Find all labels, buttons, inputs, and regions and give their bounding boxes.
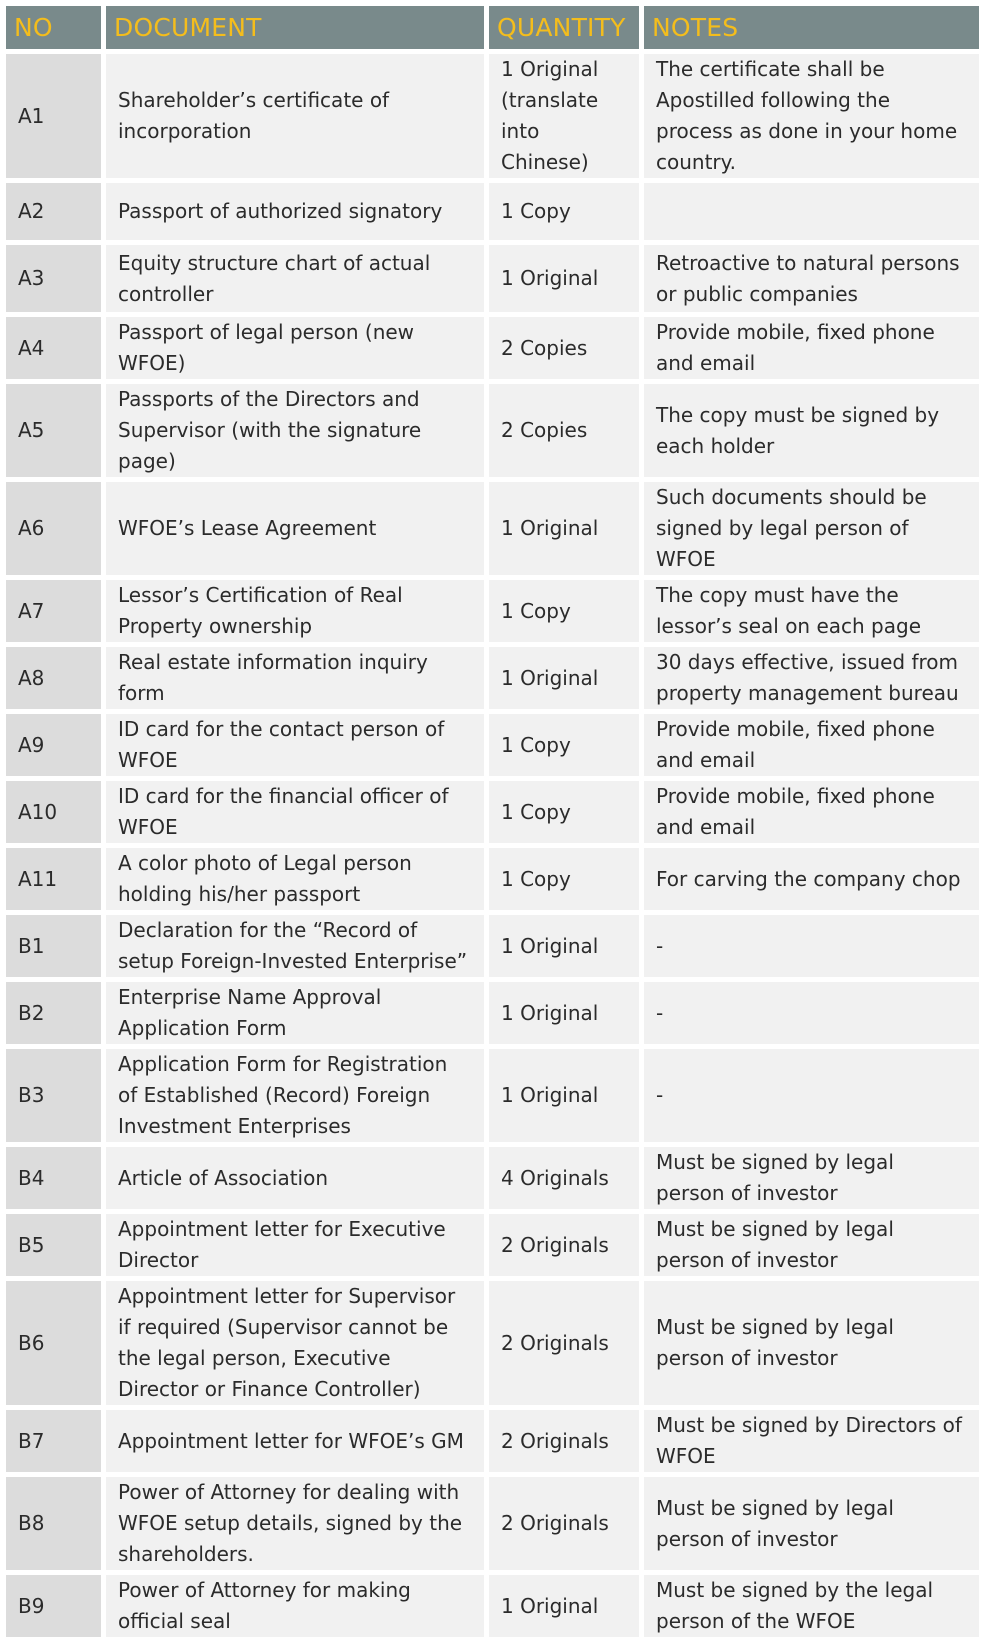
row-document: Article of Association bbox=[106, 1147, 484, 1209]
row-quantity: 1 Original bbox=[489, 647, 639, 709]
row-notes: Must be signed by Directors of WFOE bbox=[644, 1410, 979, 1472]
table-row bbox=[6, 781, 979, 843]
row-number: B6 bbox=[6, 1281, 101, 1405]
row-quantity: 2 Originals bbox=[489, 1410, 639, 1472]
table-row bbox=[6, 54, 979, 178]
checklist-table bbox=[1, 1, 983, 1642]
header-row bbox=[6, 6, 979, 49]
table-row bbox=[6, 1575, 979, 1637]
row-number: A8 bbox=[6, 647, 101, 709]
row-notes: - bbox=[644, 1049, 979, 1142]
row-document: Appointment letter for Executive Director bbox=[106, 1214, 484, 1276]
row-document: Power of Attorney for dealing with WFOE setup details, signed by the shareholders. bbox=[106, 1477, 484, 1570]
row-quantity: 1 Original (translate into Chinese) bbox=[489, 54, 639, 178]
row-notes: 30 days effective, issued from property management bureau bbox=[644, 647, 979, 709]
row-quantity: 1 Original bbox=[489, 1049, 639, 1142]
row-document: Lessor’s Certification of Real Property ownership bbox=[106, 580, 484, 642]
row-number: A2 bbox=[6, 183, 101, 240]
row-quantity: 1 Original bbox=[489, 915, 639, 977]
row-notes: Provide mobile, fixed phone and email bbox=[644, 317, 979, 379]
row-quantity: 1 Copy bbox=[489, 714, 639, 776]
row-quantity: 1 Original bbox=[489, 982, 639, 1044]
row-number: A3 bbox=[6, 245, 101, 312]
row-document: Passport of legal person (new WFOE) bbox=[106, 317, 484, 379]
row-number: B5 bbox=[6, 1214, 101, 1276]
row-quantity: 1 Copy bbox=[489, 580, 639, 642]
row-notes: Must be signed by legal person of investor bbox=[644, 1147, 979, 1209]
table-row bbox=[6, 1214, 979, 1276]
row-document: Passport of authorized signatory bbox=[106, 183, 484, 240]
table-row bbox=[6, 183, 979, 240]
table-row bbox=[6, 647, 979, 709]
row-notes: Retroactive to natural persons or public companies bbox=[644, 245, 979, 312]
table-row bbox=[6, 848, 979, 910]
table-row bbox=[6, 384, 979, 477]
row-number: A5 bbox=[6, 384, 101, 477]
row-number: B3 bbox=[6, 1049, 101, 1142]
row-quantity: 2 Copies bbox=[489, 317, 639, 379]
row-quantity: 1 Original bbox=[489, 245, 639, 312]
row-number: A4 bbox=[6, 317, 101, 379]
row-document: A color photo of Legal person holding his/her passport bbox=[106, 848, 484, 910]
row-number: B2 bbox=[6, 982, 101, 1044]
row-document: Passports of the Directors and Supervisor (with the signature page) bbox=[106, 384, 484, 477]
row-document: ID card for the contact person of WFOE bbox=[106, 714, 484, 776]
row-quantity: 4 Originals bbox=[489, 1147, 639, 1209]
table-row bbox=[6, 915, 979, 977]
row-quantity: 1 Original bbox=[489, 482, 639, 575]
row-quantity: 1 Copy bbox=[489, 848, 639, 910]
row-notes: Provide mobile, fixed phone and email bbox=[644, 714, 979, 776]
row-notes: The certificate shall be Apostilled following the process as done in your home country. bbox=[644, 54, 979, 178]
table-row bbox=[6, 1049, 979, 1142]
row-quantity: 2 Originals bbox=[489, 1281, 639, 1405]
row-number: B9 bbox=[6, 1575, 101, 1637]
row-number: A6 bbox=[6, 482, 101, 575]
table-row bbox=[6, 1477, 979, 1570]
row-document: Appointment letter for WFOE’s GM bbox=[106, 1410, 484, 1472]
row-quantity: 1 Original bbox=[489, 1575, 639, 1637]
table-row bbox=[6, 245, 979, 312]
row-quantity: 2 Copies bbox=[489, 384, 639, 477]
row-notes: Must be signed by legal person of investor bbox=[644, 1214, 979, 1276]
row-quantity: 1 Copy bbox=[489, 183, 639, 240]
document-checklist-table bbox=[6, 6, 974, 1637]
row-notes bbox=[644, 183, 979, 240]
row-document: Shareholder’s certificate of incorporation bbox=[106, 54, 484, 178]
row-document: Application Form for Registration of Established (Record) Foreign Investment Enterprises bbox=[106, 1049, 484, 1142]
header-no: NO bbox=[6, 6, 101, 49]
header-document: DOCUMENT bbox=[106, 6, 484, 49]
row-document: Equity structure chart of actual controller bbox=[106, 245, 484, 312]
row-number: A11 bbox=[6, 848, 101, 910]
row-notes: Must be signed by the legal person of the WFOE bbox=[644, 1575, 979, 1637]
row-document: ID card for the financial officer of WFOE bbox=[106, 781, 484, 843]
table-row bbox=[6, 1410, 979, 1472]
row-document: Appointment letter for Supervisor if required (Supervisor cannot be the legal person, Executive Director or Finance Controller) bbox=[106, 1281, 484, 1405]
table-row bbox=[6, 714, 979, 776]
row-number: A7 bbox=[6, 580, 101, 642]
row-document: Real estate information inquiry form bbox=[106, 647, 484, 709]
row-quantity: 2 Originals bbox=[489, 1214, 639, 1276]
row-notes: Provide mobile, fixed phone and email bbox=[644, 781, 979, 843]
header-quantity: QUANTITY bbox=[489, 6, 639, 49]
row-quantity: 2 Originals bbox=[489, 1477, 639, 1570]
row-notes: - bbox=[644, 915, 979, 977]
table-row bbox=[6, 580, 979, 642]
row-document: Enterprise Name Approval Application Form bbox=[106, 982, 484, 1044]
table-body bbox=[6, 54, 979, 1637]
row-document: Power of Attorney for making official seal bbox=[106, 1575, 484, 1637]
row-document: Declaration for the “Record of setup Foreign-Invested Enterprise” bbox=[106, 915, 484, 977]
header-notes: NOTES bbox=[644, 6, 979, 49]
row-number: A10 bbox=[6, 781, 101, 843]
row-number: A9 bbox=[6, 714, 101, 776]
row-notes: The copy must be signed by each holder bbox=[644, 384, 979, 477]
row-quantity: 1 Copy bbox=[489, 781, 639, 843]
row-notes: - bbox=[644, 982, 979, 1044]
row-number: B1 bbox=[6, 915, 101, 977]
row-notes: For carving the company chop bbox=[644, 848, 979, 910]
table-row bbox=[6, 482, 979, 575]
table-row bbox=[6, 1281, 979, 1405]
row-number: B8 bbox=[6, 1477, 101, 1570]
table-row bbox=[6, 982, 979, 1044]
row-number: B4 bbox=[6, 1147, 101, 1209]
row-number: A1 bbox=[6, 54, 101, 178]
row-notes: Must be signed by legal person of investor bbox=[644, 1477, 979, 1570]
table-header bbox=[6, 6, 979, 49]
row-number: B7 bbox=[6, 1410, 101, 1472]
row-notes: Such documents should be signed by legal person of WFOE bbox=[644, 482, 979, 575]
row-document: WFOE’s Lease Agreement bbox=[106, 482, 484, 575]
row-notes: Must be signed by legal person of investor bbox=[644, 1281, 979, 1405]
table-row bbox=[6, 317, 979, 379]
row-notes: The copy must have the lessor’s seal on each page bbox=[644, 580, 979, 642]
table-row bbox=[6, 1147, 979, 1209]
